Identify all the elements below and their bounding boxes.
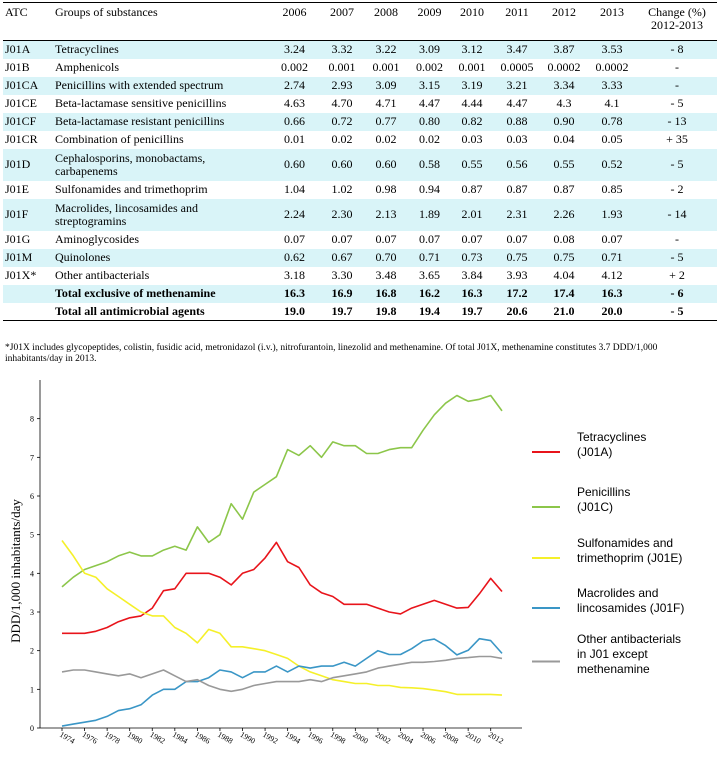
cell-atc: J01CF <box>5 114 37 128</box>
cell-group <box>53 149 269 181</box>
y-tick-label: 4 <box>30 569 34 579</box>
cell-group-line: Macrolides, lincosamides and <box>55 200 198 215</box>
cell-change: - 5 <box>670 303 684 318</box>
series-line <box>62 542 502 633</box>
table-row <box>3 77 717 95</box>
cell-value: 2.93 <box>331 78 353 92</box>
header-year: 2011 <box>505 5 529 19</box>
legend-label: Tetracyclines <box>577 430 647 444</box>
header-year: 2012 <box>552 5 576 19</box>
cell-value: 4.71 <box>375 96 397 110</box>
cell-value: 0.75 <box>506 250 528 264</box>
cell-value: 0.56 <box>506 157 528 171</box>
cell-value: 0.07 <box>506 232 528 246</box>
cell-atc: J01X* <box>5 268 37 282</box>
legend-label: Other antibacterials <box>577 632 682 646</box>
cell-value: 17.4 <box>553 286 575 300</box>
cell-value: 3.09 <box>419 42 440 57</box>
cell-value: 19.4 <box>419 303 440 318</box>
cell-atc: J01F <box>5 207 29 221</box>
cell-value: 4.47 <box>419 96 440 110</box>
legend-label: (J01C) <box>577 500 614 514</box>
cell-group-line: streptogramins <box>55 213 127 228</box>
cell-value: 4.70 <box>331 96 353 110</box>
cell-value: 3.32 <box>331 42 353 57</box>
x-tick-label: 1982 <box>148 729 167 746</box>
cell-change: - 8 <box>670 42 684 57</box>
cell-value: 3.93 <box>506 268 528 282</box>
cell-group-line: Other antibacterials <box>55 268 150 282</box>
cell-atc: J01M <box>5 250 33 264</box>
cell-value: 4.63 <box>284 96 305 110</box>
cell-value: 2.31 <box>506 207 528 221</box>
series-line <box>62 657 502 692</box>
x-tick-label: 2006 <box>419 729 438 746</box>
cell-change: - <box>675 232 679 246</box>
header-year: 2010 <box>460 5 484 19</box>
table-row <box>3 131 717 149</box>
cell-group <box>53 267 269 285</box>
cell-group <box>53 41 269 59</box>
cell-atc: J01CR <box>5 132 38 146</box>
cell-value: 0.002 <box>281 60 308 74</box>
cell-group <box>53 249 269 267</box>
cell-change: + 35 <box>666 132 688 146</box>
cell-value: 0.85 <box>601 182 623 196</box>
legend-label: trimethoprim (J01E) <box>577 551 683 565</box>
cell-value: 0.001 <box>372 60 400 74</box>
cell-atc <box>3 285 53 303</box>
cell-value: 19.7 <box>331 303 353 318</box>
y-tick-label: 7 <box>30 453 34 463</box>
table-row <box>3 59 717 77</box>
cell-value: 3.34 <box>553 78 575 92</box>
header-year: 2007 <box>330 5 354 19</box>
x-tick-label: 1988 <box>215 729 235 746</box>
cell-change: - <box>675 78 679 92</box>
cell-value: 0.0002 <box>595 60 629 74</box>
cell-atc: J01D <box>5 157 31 171</box>
cell-value: 3.18 <box>284 268 305 282</box>
cell-value: 0.52 <box>601 157 623 171</box>
cell-value: 0.87 <box>461 182 483 196</box>
cell-value: 0.001 <box>328 60 356 74</box>
cell-value: 3.12 <box>461 42 483 57</box>
table-row <box>3 149 717 181</box>
legend-label: Sulfonamides and <box>577 536 674 550</box>
cell-value: 0.73 <box>461 250 483 264</box>
cell-change: - 14 <box>667 207 687 221</box>
cell-value: 3.87 <box>553 42 575 57</box>
cell-value: 0.98 <box>375 182 397 196</box>
cell-value: 3.19 <box>461 78 483 92</box>
cell-value: 0.88 <box>506 114 528 128</box>
legend-label: methenamine <box>577 662 650 676</box>
header-change-line1: Change (%) <box>648 5 706 19</box>
cell-group <box>53 95 269 113</box>
cell-value: 0.02 <box>419 132 440 146</box>
x-tick-label: 1992 <box>261 729 280 746</box>
legend-label: (J01A) <box>577 445 613 459</box>
cell-value: 0.72 <box>331 114 353 128</box>
cell-value: 20.6 <box>506 303 528 318</box>
cell-group-line: Combination of penicillins <box>55 132 184 146</box>
legend-label: lincosamides (J01F) <box>577 601 685 615</box>
y-tick-label: 0 <box>30 724 34 733</box>
y-tick-label: 1 <box>30 685 34 695</box>
cell-value: 0.66 <box>284 114 305 128</box>
table-row <box>3 41 717 59</box>
cell-group <box>53 231 269 249</box>
y-tick-label: 2 <box>30 646 34 656</box>
cell-value: 0.002 <box>416 60 443 74</box>
legend-label: in J01 except <box>577 647 648 661</box>
cell-value: 16.3 <box>461 286 483 300</box>
cell-value: 0.78 <box>601 114 623 128</box>
cell-group-line: Cephalosporins, monobactams, <box>55 150 206 165</box>
cell-value: 0.02 <box>331 132 353 146</box>
cell-atc: J01B <box>5 60 30 74</box>
cell-atc: J01E <box>5 182 29 196</box>
table-row <box>3 303 717 321</box>
x-tick-label: 1978 <box>103 729 122 746</box>
cell-value: 0.70 <box>375 250 397 264</box>
cell-value: 0.67 <box>331 250 353 264</box>
table-row <box>3 231 717 249</box>
cell-value: 0.55 <box>553 157 575 171</box>
y-tick-label: 5 <box>30 530 34 540</box>
cell-value: 2.01 <box>461 207 483 221</box>
y-tick-label: 3 <box>30 608 34 617</box>
cell-value: 0.05 <box>601 132 623 146</box>
cell-value: 0.80 <box>419 114 440 128</box>
cell-group-line: Beta-lactamase sensitive penicillins <box>55 96 227 110</box>
cell-group-line: Tetracyclines <box>55 42 119 57</box>
cell-value: 19.0 <box>284 303 305 318</box>
series-line <box>62 396 502 587</box>
cell-value: 4.44 <box>461 96 483 110</box>
cell-value: 1.89 <box>419 207 440 221</box>
cell-value: 16.9 <box>331 286 353 300</box>
cell-atc: J01A <box>5 42 31 57</box>
cell-value: 0.75 <box>553 250 575 264</box>
cell-value: 0.62 <box>284 250 305 264</box>
table-row <box>3 249 717 267</box>
cell-value: 0.90 <box>553 114 575 128</box>
y-axis-label: DDD/1,000 inhabitants/day <box>8 499 23 643</box>
cell-value: 3.09 <box>375 78 397 92</box>
table-body <box>3 41 717 321</box>
legend-label: Penicillins <box>577 485 631 499</box>
cell-value: 0.82 <box>461 114 483 128</box>
cell-group-line: Sulfonamides and trimethoprim <box>55 182 208 196</box>
table-row <box>3 267 717 285</box>
cell-value: 3.21 <box>506 78 528 92</box>
consumption-table <box>3 2 717 321</box>
cell-value: 0.71 <box>601 250 623 264</box>
legend-label: Macrolides and <box>577 586 659 600</box>
cell-value: 0.07 <box>461 232 483 246</box>
cell-atc: J01G <box>5 232 31 246</box>
table-row <box>3 199 717 231</box>
cell-value: 2.30 <box>331 207 353 221</box>
x-tick-label: 1986 <box>193 729 212 746</box>
cell-group-line: Total all antimicrobial agents <box>55 303 205 318</box>
cell-value: 0.0002 <box>547 60 581 74</box>
x-tick-label: 1994 <box>283 729 302 746</box>
x-tick-label: 1976 <box>80 729 99 746</box>
y-tick-label: 8 <box>30 414 34 424</box>
table-row <box>3 95 717 113</box>
cell-value: 0.07 <box>284 232 305 246</box>
chart-legend <box>532 430 684 676</box>
cell-value: 0.03 <box>506 132 528 146</box>
cell-value: 19.7 <box>461 303 483 318</box>
x-tick-label: 2008 <box>441 729 460 746</box>
cell-value: 0.07 <box>331 232 353 246</box>
cell-change: - 5 <box>670 157 684 171</box>
cell-value: 2.26 <box>553 207 575 221</box>
cell-change: - 2 <box>670 182 684 196</box>
cell-value: 20.0 <box>601 303 623 318</box>
cell-value: 3.47 <box>506 42 528 57</box>
cell-value: 2.74 <box>284 78 305 92</box>
x-tick-label: 2010 <box>464 729 483 746</box>
x-tick-label: 2012 <box>486 729 506 746</box>
cell-value: 0.77 <box>375 114 397 128</box>
cell-value: 3.48 <box>375 268 397 282</box>
cell-value: 0.07 <box>375 232 397 246</box>
header-year: 2009 <box>417 5 442 19</box>
cell-value: 0.71 <box>419 250 440 264</box>
chart-lines <box>62 396 502 727</box>
cell-value: 4.12 <box>601 268 623 282</box>
header-year: 2006 <box>282 5 307 19</box>
cell-value: 3.15 <box>419 78 440 92</box>
header-year: 2013 <box>600 5 624 19</box>
cell-value: 3.30 <box>331 268 353 282</box>
cell-value: 0.58 <box>419 157 440 171</box>
cell-value: 4.04 <box>553 268 575 282</box>
cell-atc: J01CE <box>5 96 38 110</box>
x-tick-label: 2000 <box>351 729 370 746</box>
cell-value: 0.07 <box>419 232 440 246</box>
cell-value: 0.03 <box>461 132 483 146</box>
cell-group-line: Quinolones <box>55 250 111 264</box>
cell-value: 2.24 <box>284 207 305 221</box>
cell-value: 0.04 <box>553 132 575 146</box>
cell-group-line: Penicillins with extended spectrum <box>55 78 224 92</box>
cell-value: 0.02 <box>375 132 397 146</box>
cell-value: 3.24 <box>284 42 305 57</box>
cell-group-line: Beta-lactamase resistant penicillins <box>55 114 225 128</box>
table-header-row <box>3 3 717 41</box>
cell-value: 0.001 <box>458 60 486 74</box>
x-tick-label: 1984 <box>170 729 190 746</box>
x-tick-label: 1980 <box>125 729 145 746</box>
cell-value: 1.02 <box>331 182 353 196</box>
header-atc: ATC <box>5 5 28 19</box>
cell-value: 2.13 <box>375 207 397 221</box>
cell-value: 0.55 <box>461 157 483 171</box>
y-tick-label: 6 <box>30 492 34 501</box>
cell-group-line: carbapenems <box>55 163 118 178</box>
line-chart <box>0 375 720 757</box>
cell-value: 0.60 <box>331 157 353 171</box>
cell-change: - 5 <box>670 250 684 264</box>
cell-change: - 5 <box>670 96 684 110</box>
cell-atc: J01CA <box>5 78 39 92</box>
cell-group <box>53 113 269 131</box>
cell-value: 3.22 <box>375 42 397 57</box>
cell-value: 1.93 <box>601 207 623 221</box>
table-footnote: *J01X includes glycopeptides, colistin, fusidic acid, metronidazol (i.v.), nitrofurantoin, linezolid and methenamine. Of total J01X, methenamine constitutes 3.7 DDD/1,000 inhabitants/day in 2013. <box>5 343 658 364</box>
table-row <box>3 113 717 131</box>
cell-value: 0.60 <box>375 157 397 171</box>
series-line <box>62 639 502 726</box>
cell-value: 16.3 <box>601 286 623 300</box>
cell-value: 3.84 <box>461 268 483 282</box>
cell-group <box>53 77 269 95</box>
x-tick-label: 1974 <box>58 729 77 746</box>
cell-value: 0.08 <box>553 232 575 246</box>
cell-group-line: Aminoglycosides <box>55 232 139 246</box>
cell-value: 1.04 <box>284 182 305 196</box>
cell-value: 0.01 <box>284 132 305 146</box>
header-year: 2008 <box>374 5 398 19</box>
cell-value: 3.65 <box>419 268 440 282</box>
cell-change: - 6 <box>670 286 684 300</box>
x-tick-label: 2002 <box>373 729 393 746</box>
cell-value: 3.53 <box>601 42 623 57</box>
cell-value: 19.8 <box>375 303 397 318</box>
cell-value: 0.87 <box>553 182 575 196</box>
cell-group <box>53 303 269 321</box>
cell-group <box>53 131 269 149</box>
cell-group <box>53 59 269 77</box>
cell-value: 16.3 <box>284 286 305 300</box>
table-row <box>3 285 717 303</box>
table-row <box>3 181 717 199</box>
cell-value: 0.07 <box>601 232 623 246</box>
cell-atc <box>3 303 53 321</box>
cell-change: + 2 <box>669 268 685 282</box>
x-tick-label: 2004 <box>396 729 415 746</box>
cell-value: 0.94 <box>419 182 440 196</box>
cell-value: 0.87 <box>506 182 528 196</box>
cell-value: 0.0005 <box>500 60 534 74</box>
x-tick-label: 1990 <box>238 729 257 746</box>
cell-value: 4.1 <box>604 96 620 110</box>
cell-value: 17.2 <box>506 286 528 300</box>
cell-value: 0.60 <box>284 157 305 171</box>
header-change-line2: 2012-2013 <box>651 18 703 32</box>
header-change <box>637 3 717 41</box>
cell-value: 16.8 <box>375 286 397 300</box>
cell-group <box>53 199 269 231</box>
cell-group <box>53 181 269 199</box>
cell-group <box>53 285 269 303</box>
x-tick-label: 1996 <box>306 729 325 746</box>
x-tick-label: 1998 <box>328 729 348 746</box>
cell-value: 16.2 <box>419 286 440 300</box>
cell-value: 4.3 <box>556 96 572 110</box>
cell-value: 21.0 <box>553 303 575 318</box>
cell-value: 4.47 <box>506 96 528 110</box>
cell-group-line: Total exclusive of methenamine <box>55 286 216 300</box>
cell-value: 3.33 <box>601 78 623 92</box>
cell-change: - 13 <box>667 114 687 128</box>
cell-change: - <box>675 60 679 74</box>
cell-group-line: Amphenicols <box>55 60 119 74</box>
header-group: Groups of substances <box>55 5 158 19</box>
